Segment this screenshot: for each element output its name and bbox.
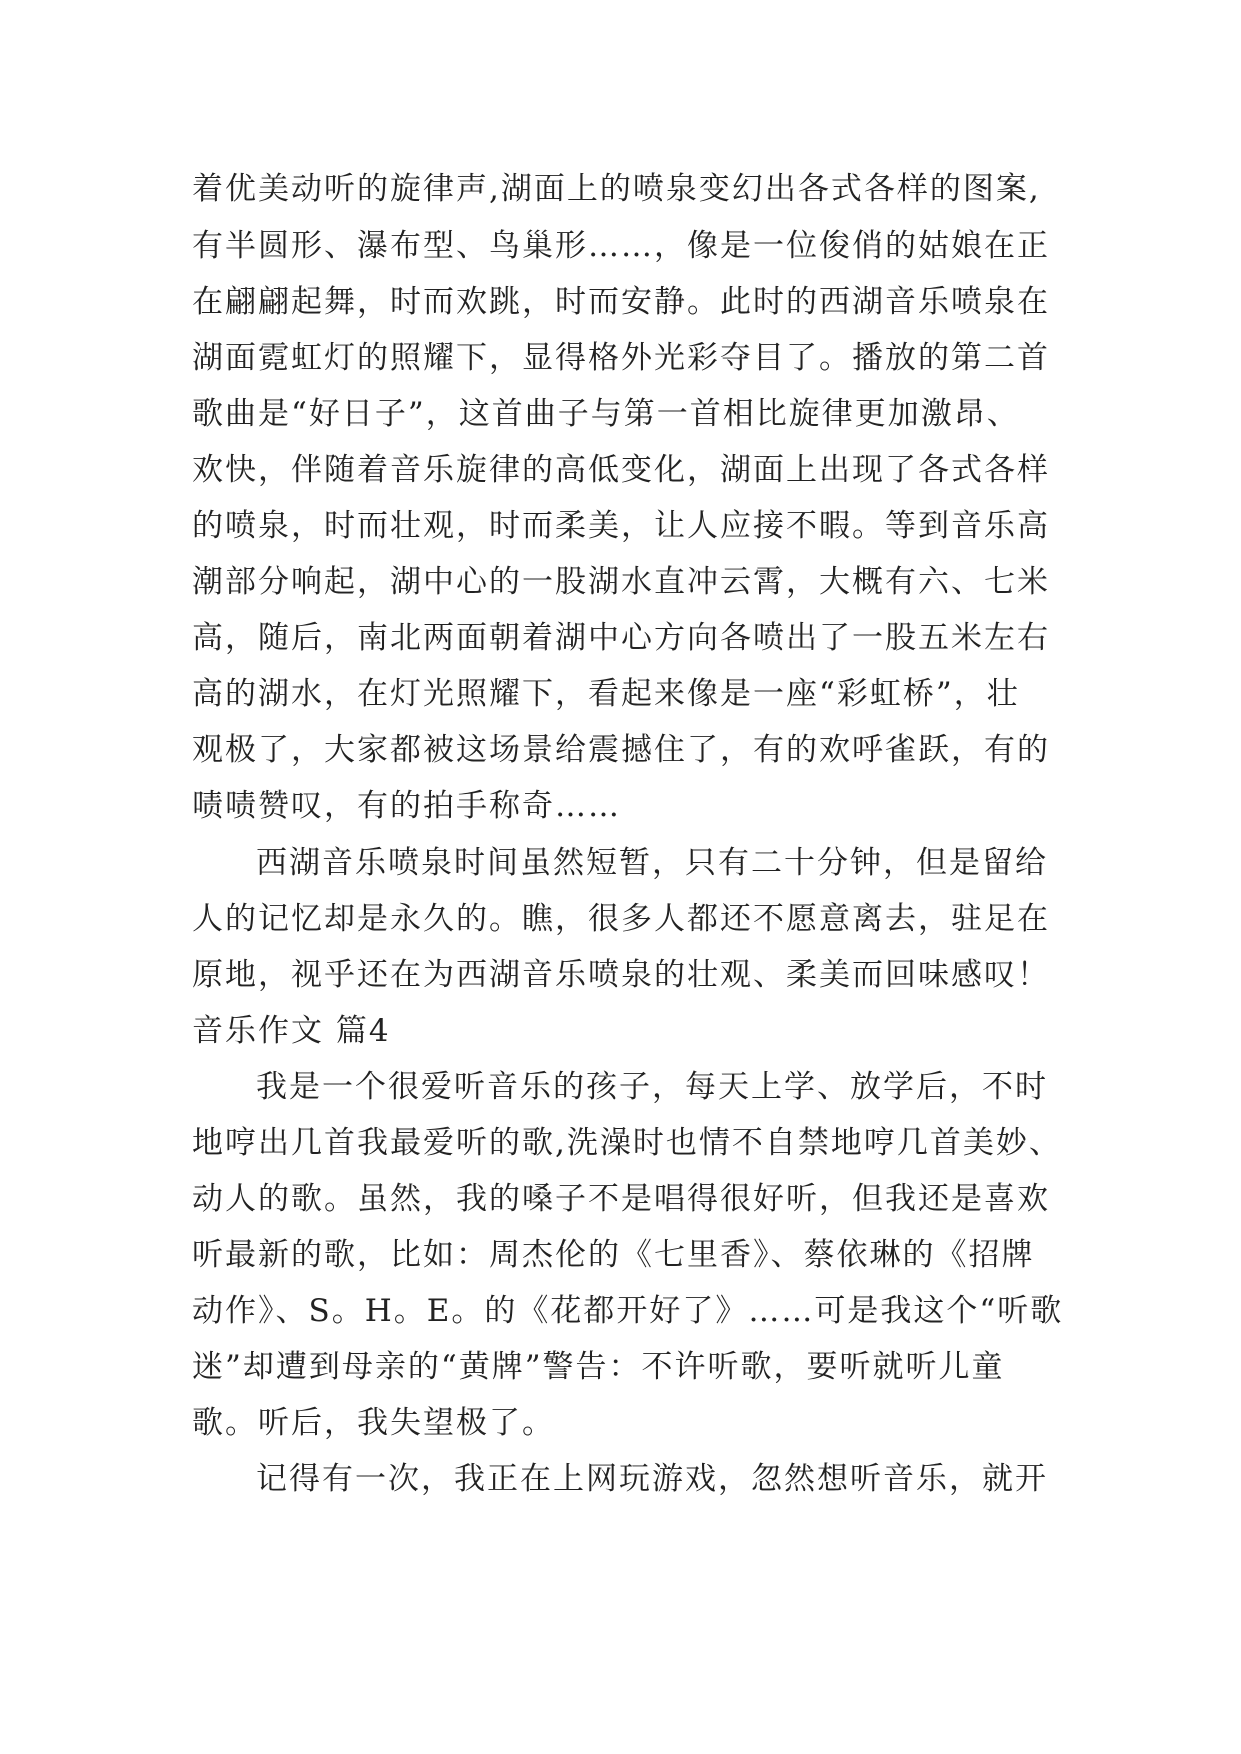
section-heading: 音乐作文 篇4 (192, 1013, 391, 1049)
text-line: 地哼出几首我最爱听的歌,洗澡时也情不自禁地哼几首美妙、 (192, 1125, 1062, 1161)
text-line: 迷”却遭到母亲的“黄牌”警告：不许听歌，要听就听儿童 (192, 1349, 1005, 1385)
text-line: 动作》、S。H。E。的《花都开好了》……可是我这个“听歌 (192, 1293, 1064, 1329)
text-line: 有半圆形、瀑布型、鸟巢形……，像是一位俊俏的姑娘在正 (192, 228, 1050, 264)
paragraph-first-line: 记得有一次，我正在上网玩游戏，忽然想听音乐，就开 (256, 1461, 1048, 1497)
text-line: 潮部分响起，湖中心的一股湖水直冲云霄，大概有六、七米 (192, 564, 1050, 600)
text-line: 观极了，大家都被这场景给震撼住了，有的欢呼雀跃，有的 (192, 732, 1050, 768)
text-line: 高，随后，南北两面朝着湖中心方向各喷出了一股五米左右 (192, 620, 1050, 656)
text-line: 的喷泉，时而壮观，时而柔美，让人应接不暇。等到音乐高 (192, 508, 1050, 544)
text-line: 听最新的歌，比如：周杰伦的《七里香》、蔡依琳的《招牌 (192, 1237, 1035, 1273)
text-line: 啧啧赞叹，有的拍手称奇…… (192, 788, 621, 824)
text-line: 原地，视乎还在为西湖音乐喷泉的壮观、柔美而回味感叹！ (192, 957, 1050, 993)
paragraph-first-line: 我是一个很爱听音乐的孩子，每天上学、放学后，不时 (256, 1069, 1048, 1105)
text-line: 歌曲是“好日子”，这首曲子与第一首相比旋律更加激昂、 (192, 396, 1020, 432)
text-line: 动人的歌。虽然，我的嗓子不是唱得很好听，但我还是喜欢 (192, 1181, 1050, 1217)
text-line: 欢快，伴随着音乐旋律的高低变化，湖面上出现了各式各样 (192, 452, 1050, 488)
paragraph-first-line: 西湖音乐喷泉时间虽然短暂，只有二十分钟，但是留给 (256, 845, 1048, 881)
text-line: 在翩翩起舞，时而欢跳，时而安静。此时的西湖音乐喷泉在 (192, 284, 1050, 320)
text-line: 人的记忆却是永久的。瞧，很多人都还不愿意离去，驻足在 (192, 901, 1050, 937)
text-line: 湖面霓虹灯的照耀下，显得格外光彩夺目了。播放的第二首 (192, 340, 1050, 376)
text-line: 着优美动听的旋律声,湖面上的喷泉变幻出各式各样的图案, (192, 171, 1041, 207)
text-line: 歌。听后，我失望极了。 (192, 1405, 555, 1441)
text-line: 高的湖水，在灯光照耀下，看起来像是一座“彩虹桥”，壮 (192, 676, 1020, 712)
